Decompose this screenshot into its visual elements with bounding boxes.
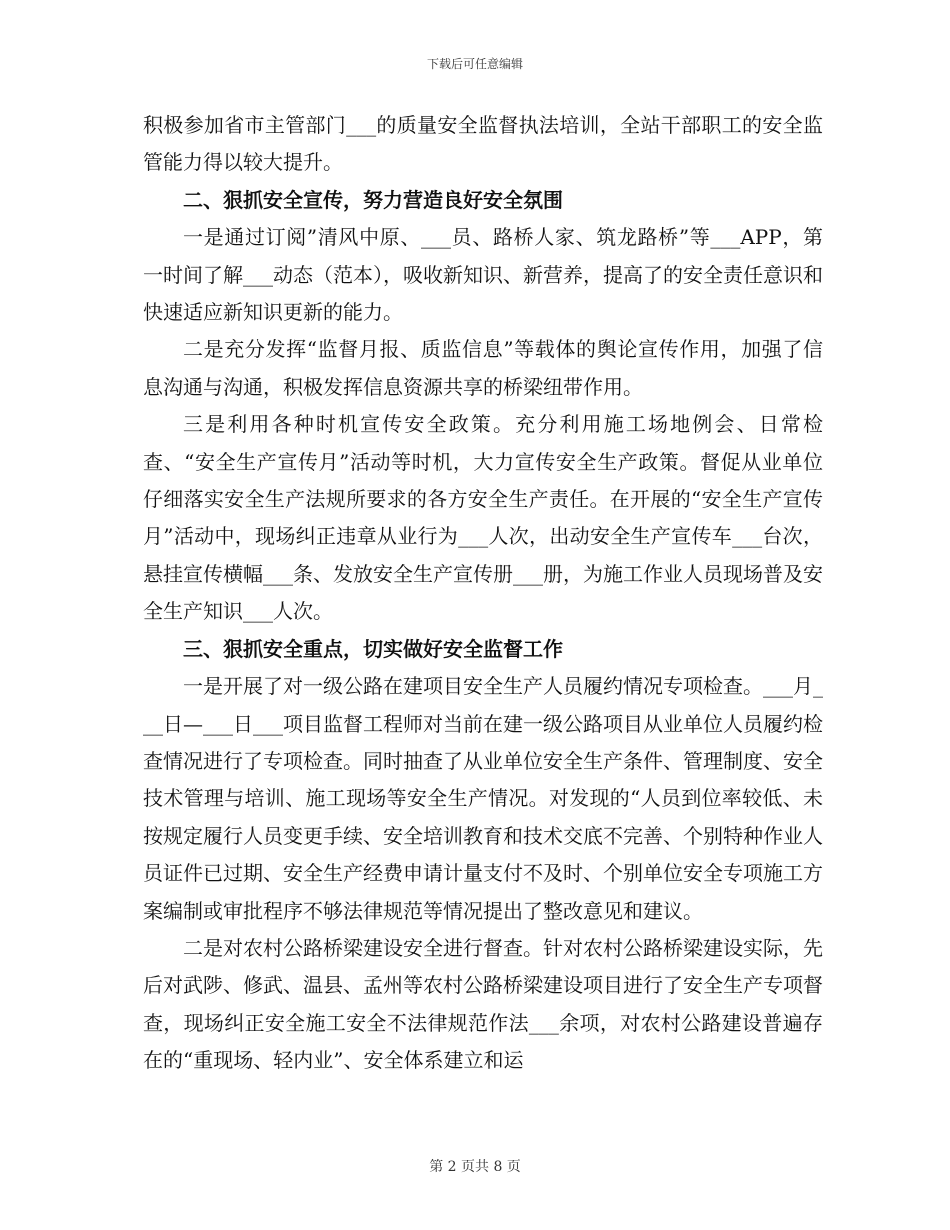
section-heading-2: 二、狠抓安全宣传，努力营造良好安全氛围 — [183, 187, 563, 212]
page-footer: 第 2 页共 8 页 — [429, 1159, 521, 1175]
paragraph-inspection: 一是开展了对一级公路在建项目安全生产人员履约情况专项检查。___月___日—___日___项目监督工程师对当前在建一级公路项目从业单位人员履约检查情况进行了专项检查。同时抽查了从业单位安全生产条件、管理制度、安全技术管理与培训、施工现场等安全生产情况。对发现的“人员到位率较低、未按规定履行人员变更手续、安全培训教育和技术交底不完善、个别特种作业人员证件已过期、安全生产经费申请计量支付不及时、个别单位安全专项施工方案编制或审批程序不够法律规范等情况提出了整改意见和建议。 — [143, 674, 823, 923]
paragraph-continuation: 积极参加省市主管部门___的质量安全监督执法培训，全站干部职工的安全监管能力得以较大提升。 — [143, 113, 823, 175]
paragraph-rural-bridges: 二是对农村公路桥梁建设安全进行督查。针对农村公路桥梁建设实际，先后对武陟、修武、温县、孟州等农村公路桥梁建设项目进行了安全生产专项督查，现场纠正安全施工安全不法律规范作法___余项，对农村公路建设普遍存在的“重现场、轻内业”、安全体系建立和运 — [143, 935, 823, 1073]
paragraph-safety-policy: 三是利用各种时机宣传安全政策。充分利用施工场地例会、日常检查、“安全生产宣传月”活动等时机，大力宣传安全生产政策。督促从业单位仔细落实安全生产法规所要求的各方安全生产责任。在开展的“安全生产宣传月”活动中，现场纠正违章从业行为___人次，出动安全生产宣传车___台次，悬挂宣传横幅___条、发放安全生产宣传册___册，为施工作业人员现场普及安全生产知识___人次。 — [143, 412, 823, 624]
document-body — [143, 107, 823, 1080]
paragraph-publicity: 二是充分发挥“监督月报、质监信息”等载体的舆论宣传作用，加强了信息沟通与沟通，积极发挥信息资源共享的桥梁纽带作用。 — [143, 337, 823, 399]
section-heading-3: 三、狠抓安全重点，切实做好安全监督工作 — [183, 636, 563, 661]
paragraph-subscriptions: 一是通过订阅”清风中原、___员、路桥人家、筑龙路桥”等___APP，第一时间了解___动态（范本），吸收新知识、新营养，提高了的安全责任意识和快速适应新知识更新的能力。 — [143, 225, 823, 325]
page-header: 下载后可任意编辑 — [426, 57, 523, 71]
